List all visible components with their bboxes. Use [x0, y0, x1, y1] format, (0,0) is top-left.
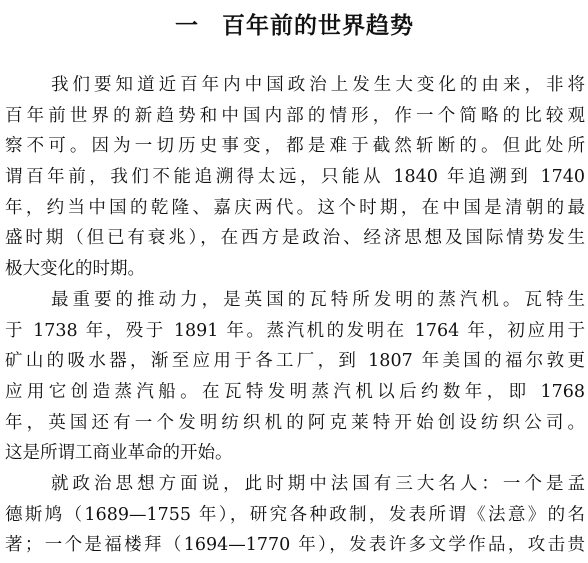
text-line: 察不可。因为一切历史事变，都是难于截然斩断的。但此处所 [5, 136, 585, 157]
text-line: 年，约当中国的乾隆、嘉庆两代。这个时期，在中国是清朝的最 [5, 197, 585, 218]
text-line: 年，英国还有一个发明纺织机的阿克莱特开始创设纺织公司。 [5, 412, 585, 433]
section-title: 百年前的世界趋势 [222, 13, 414, 39]
text-line: 最重要的推动力，是英国的瓦特所发明的蒸汽机。瓦特生 [51, 289, 585, 310]
text-line: 矿山的吸水器，渐至应用于各工厂，到 1807 年美国的福尔敦更 [5, 351, 585, 372]
text-line: 极大变化的时期。 [5, 259, 145, 280]
paragraph [5, 70, 585, 285]
text-line: 谓百年前，我们不能追溯得太远，只能从 1840 年追溯到 1740 [5, 167, 585, 188]
text-line: 这是所谓工商业革命的开始。 [5, 443, 233, 464]
body-text [5, 70, 585, 561]
section-heading [0, 6, 588, 46]
text-line: 就政治思想方面说，此时期中法国有三大名人：一个是孟 [51, 473, 585, 494]
paragraph [5, 285, 585, 469]
text-line: 盛时期（但已有衰兆），在西方是政治、经济思想及国际情势发生 [5, 228, 585, 249]
text-line: 著；一个是福楼拜（1694—1770 年），发表许多文学作品，攻击贵 [5, 535, 585, 556]
text-line: 百年前世界的新趋势和中国内部的情形，作一个简略的比较观 [5, 105, 585, 126]
text-line: 应用它创造蒸汽船。在瓦特发明蒸汽机以后约数年，即 1768 [5, 381, 585, 402]
text-line: 德斯鸠（1689—1755 年），研究各种政制，发表所谓《法意》的名 [5, 504, 585, 525]
text-line: 于 1738 年，殁于 1891 年。蒸汽机的发明在 1764 年，初应用于 [5, 320, 585, 341]
paragraph [5, 469, 585, 561]
section-number: 一 [175, 13, 199, 39]
text-line: 我们要知道近百年内中国政治上发生大变化的由来，非将 [51, 75, 585, 95]
